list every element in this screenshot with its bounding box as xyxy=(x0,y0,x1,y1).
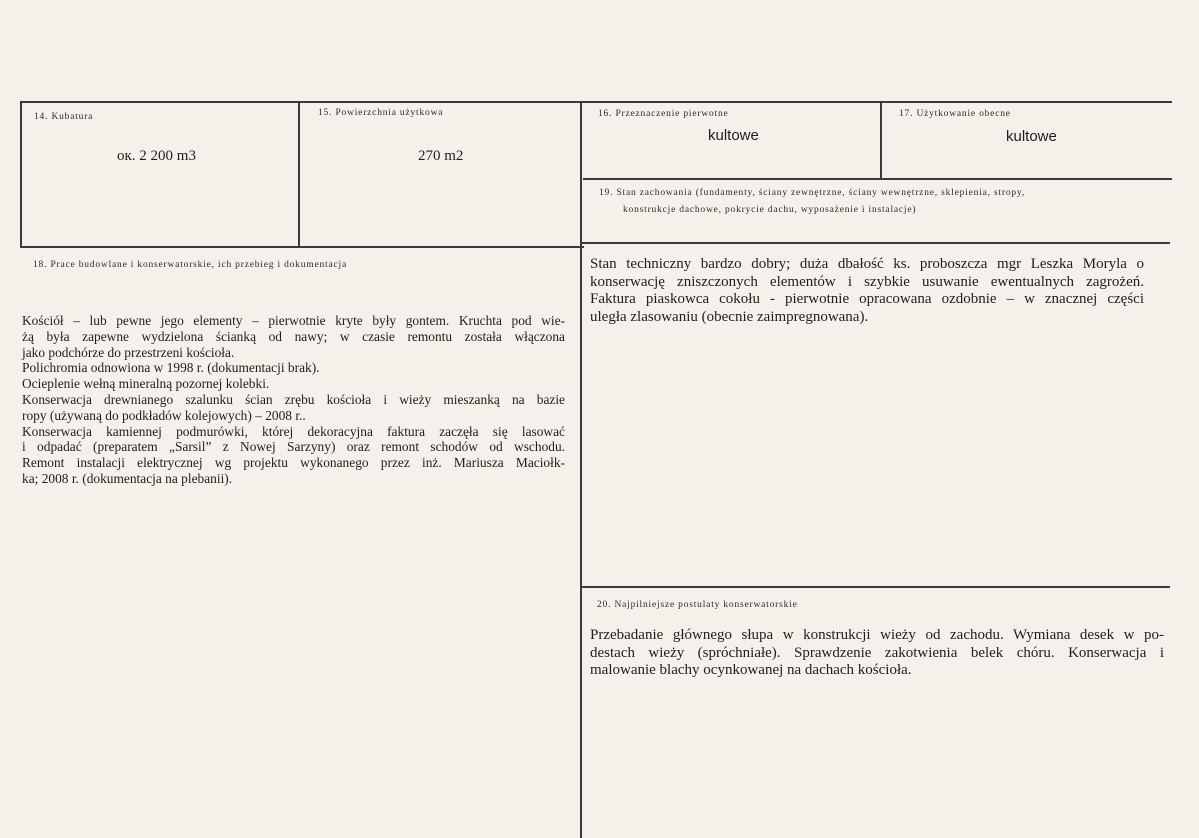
prace-text xyxy=(22,313,565,487)
postulaty-text xyxy=(590,627,1164,680)
stan-line: konserwację zniszczonych elementów i szybkie usuwanie ewentualnych zagrożeń. xyxy=(590,273,1144,290)
stan-label-line1: 19. Stan zachowania (fundamenty, ściany zewnętrzne, ściany wewnętrzne, sklepienia, stropy, xyxy=(599,188,1026,198)
stan-line: Faktura piaskowca cokołu - pierwotnie opracowana ozdobnie – w znacznej części xyxy=(590,291,1144,308)
row-divider-16-17 xyxy=(583,178,1172,180)
prace-line: Kościół – lub pewne jego elementy – pierwotnie kryte były gontem. Kruchta pod wie- xyxy=(22,313,565,328)
prace-line: jako podchórze do przestrzeni kościoła. xyxy=(22,344,235,360)
prace-line: żą była zapewne wydzielona ścianką od nawy; w czasie remontu została włączona xyxy=(22,328,565,344)
stan-line: Stan techniczny bardzo dobry; duża dbałość ks. proboszcza mgr Leszka Moryla o xyxy=(590,256,1144,272)
left-border-line xyxy=(20,101,22,248)
przeznaczenie-label: 16. Przeznaczenie pierwotne xyxy=(598,109,729,119)
prace-line: Polichromia odnowiona w 1998 r. (dokumentacji brak). xyxy=(22,360,320,376)
top-border-line xyxy=(20,101,1172,103)
prace-line: Remont instalacji elektrycznej wg projektu wykonanego przez inż. Mariusza Maciołk- xyxy=(22,455,565,471)
postulaty-line: malowanie blachy ocynkowanej na dachach kościoła. xyxy=(590,662,912,679)
prace-line: ropy (używaną do podkładów kolejowych) – 2008 r.. xyxy=(22,407,306,423)
stan-label-line2: konstrukcje dachowe, pokrycie dachu, wyposażenie i instalacje) xyxy=(623,205,917,215)
prace-line: Konserwacja kamiennej podmurówki, której dekoracyjna faktura zaczęła się lasować xyxy=(22,423,565,439)
postulaty-line: Przebadanie głównego słupa w konstrukcji wieży od zachodu. Wymiana desek w po- xyxy=(590,627,1164,643)
postulaty-line: destach wieży (spróchniałe). Sprawdzenie zakotwienia belek chóru. Konserwacja i xyxy=(590,644,1164,661)
col-divider-14-15 xyxy=(298,101,300,248)
prace-line: ka; 2008 r. (dokumentacja na plebanii). xyxy=(22,470,233,486)
uzytkowanie-value: kultowe xyxy=(1006,128,1057,145)
powierzchnia-value: 270 m2 xyxy=(418,148,464,164)
uzytkowanie-label: 17. Użytkowanie obecne xyxy=(899,109,1011,119)
prace-line: Ocieplenie wełną mineralną pozornej kolebki. xyxy=(22,376,270,392)
powierzchnia-label: 15. Powierzchnia użytkowa xyxy=(318,108,444,118)
kubatura-value: ок. 2 200 m3 xyxy=(117,148,196,164)
stan-line: uległa zlasowaniu (obecnie zaimpregnowana). xyxy=(590,308,869,325)
kubatura-label: 14. Kubatura xyxy=(34,112,94,122)
prace-label: 18. Prace budowlane i konserwatorskie, ich przebieg i dokumentacja xyxy=(33,260,347,270)
col-divider-16-17 xyxy=(880,101,882,180)
postulaty-label: 20. Najpilniejsze postulaty konserwatorskie xyxy=(597,600,798,610)
prace-line: Konserwacja drewnianego szalunku ścian zrębu kościoła i wieży mieszanką na bazie xyxy=(22,391,565,407)
row-divider-18 xyxy=(20,246,584,248)
row-divider-19 xyxy=(580,242,1170,244)
przeznaczenie-value: kultowe xyxy=(708,127,759,144)
stan-text xyxy=(590,256,1144,326)
col-divider-main xyxy=(580,101,582,838)
row-divider-20 xyxy=(580,586,1170,588)
prace-line: i odpadać (preparatem „Sarsil” z Nowej Sarzyny) oraz remont schodów od wschodu. xyxy=(22,439,565,455)
